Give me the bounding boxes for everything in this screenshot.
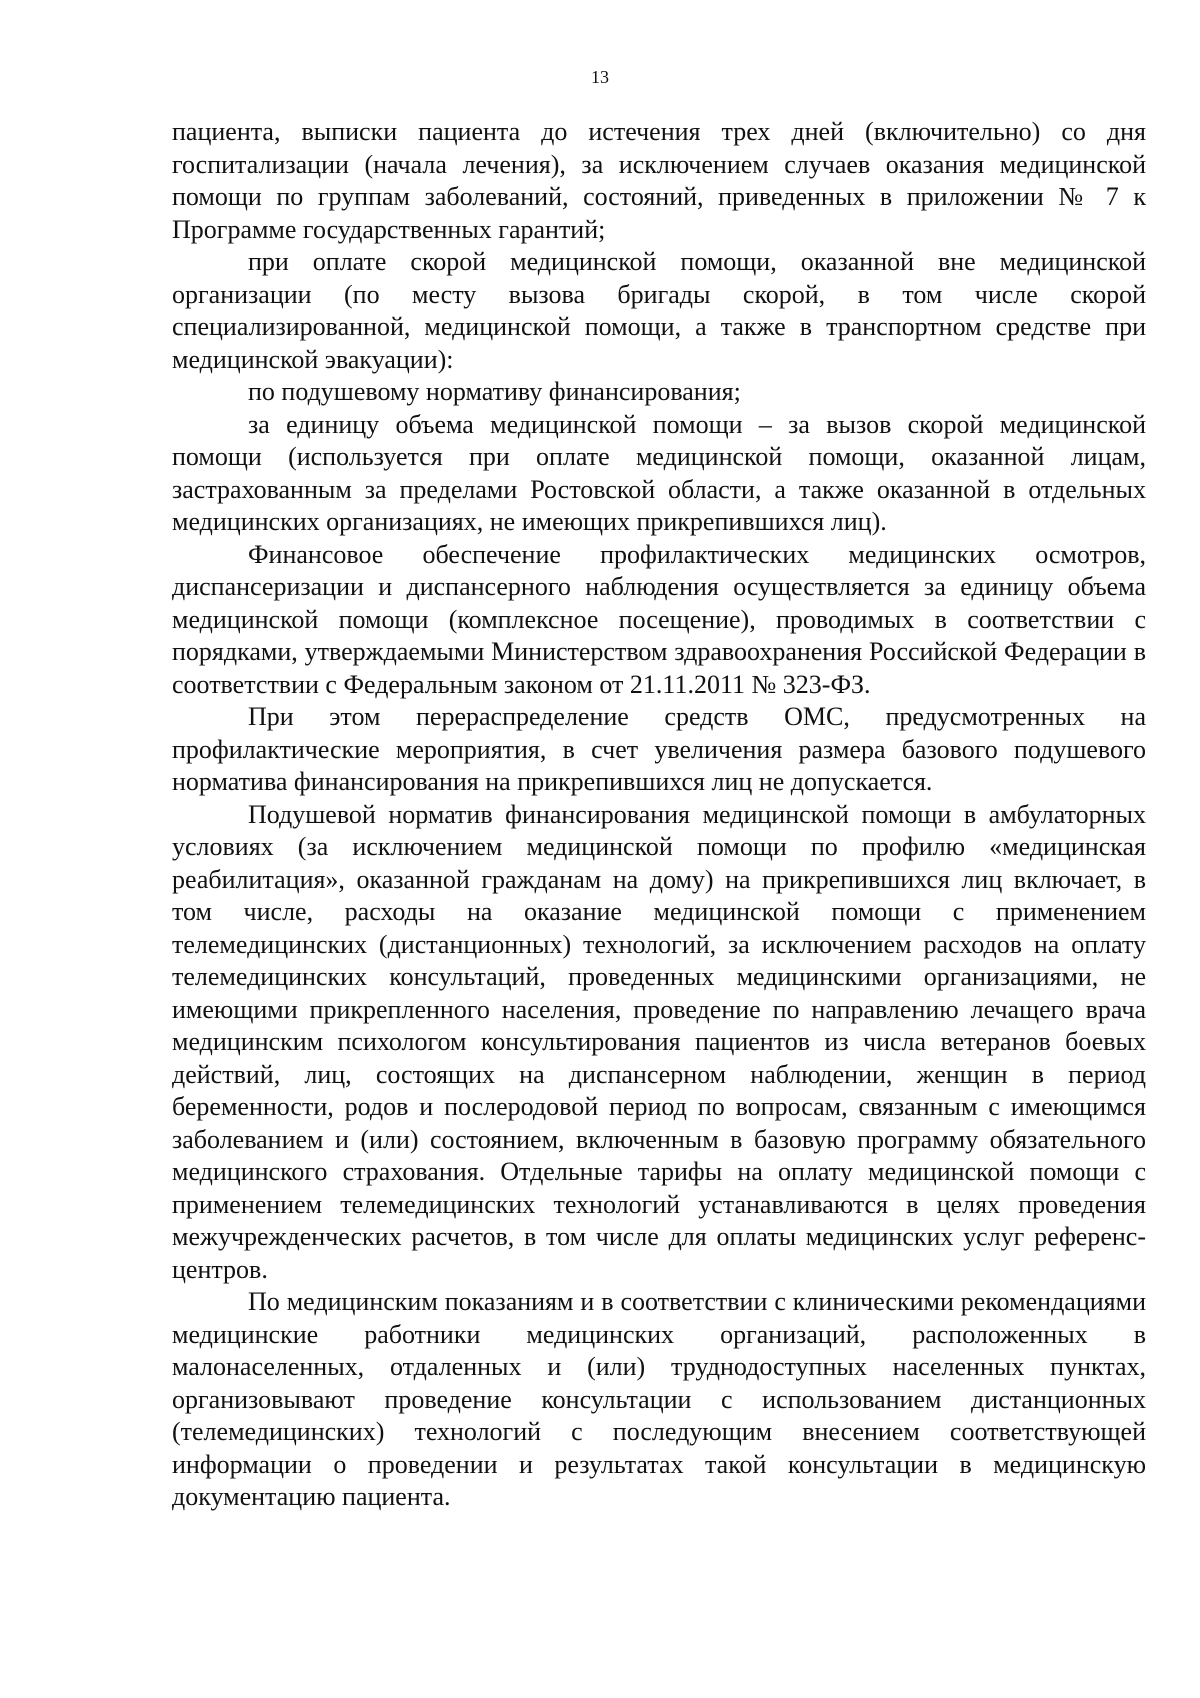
paragraph-telemedicine: По медицинским показаниям и в соответствии с клиническими рекомендациями медицинские работники медицинских организаций, расположенных в малонаселенных, отдаленных и (или) труднодоступных населенных пунктах, организовывают проведение консультации с использованием дистанционных (телемедицинских) технологий с последующим внесением соответствующей информации о проведении и результатах такой консультации в медицинскую документацию пациента. [172,1287,1146,1511]
paragraph-preventive-exams: Финансовое обеспечение профилактических медицинских осмотров, диспансеризации и диспансерного наблюдения осуществляется за единицу объема медицинской помощи (комплексное посещение), проводимых в соответствии с порядками, утверждаемыми Министерством здравоохранения Российской Федерации в соответствии с Федеральным законом от 21.11.2011 № 323-ФЗ. [172,539,1146,699]
paragraph-per-call: за единицу объема медицинской помощи – за вызов скорой медицинской помощи (используется при оплате медицинской помощи, оказанной лицам, застрахованным за пределами Ростовской области, а также оказанной в отдельных медицинских организациях, не имеющих прикрепившихся лиц). [172,409,1146,536]
paragraph-per-capita: по подушевому нормативу финансирования; [248,377,741,406]
document-body [172,116,1146,1514]
paragraph-ambulance-payment: при оплате скорой медицинской помощи, оказанной вне медицинской организации (по месту вызова бригады скорой, в том числе скорой специализированной, медицинской помощи, а также в транспортном средстве при медицинской эвакуации): [172,247,1146,374]
page-number: 13 [591,67,609,87]
paragraph-continuation: пациента, выписки пациента до истечения трех дней (включительно) со дня госпитализации (начала лечения), за исключением случаев оказания медицинской помощи по группам заболеваний, состояний, приведенных в приложении № 7 к Программе государственных гарантий; [172,117,1146,244]
paragraph-redistribution: При этом перераспределение средств ОМС, предусмотренных на профилактические мероприятия, в счет увеличения размера базового подушевого норматива финансирования на прикрепившихся лиц не допускается. [172,702,1146,796]
paragraph-ambulatory-norm: Подушевой норматив финансирования медицинской помощи в амбулаторных условиях (за исключением медицинской помощи по профилю «медицинская реабилитация», оказанной гражданам на дому) на прикрепившихся лиц включает, в том числе, расходы на оказание медицинской помощи с применением телемедицинских (дистанционных) технологий, за исключением расходов на оплату телемедицинских консультаций, проведенных медицинскими организациями, не имеющими прикрепленного населения, проведение по направлению лечащего врача медицинским психологом консультирования пациентов из числа ветеранов боевых действий, лиц, состоящих на диспансерном наблюдении, женщин в период беременности, родов и послеродовой период по вопросам, связанным с имеющимся заболеванием и (или) состоянием, включенным в базовую программу обязательного медицинского страхования. Отдельные тарифы на оплату медицинской помощи с применением телемедицинских технологий устанавливаются в целях проведения межучрежденческих расчетов, в том числе для оплаты медицинских услуг референс-центров. [172,799,1146,1284]
